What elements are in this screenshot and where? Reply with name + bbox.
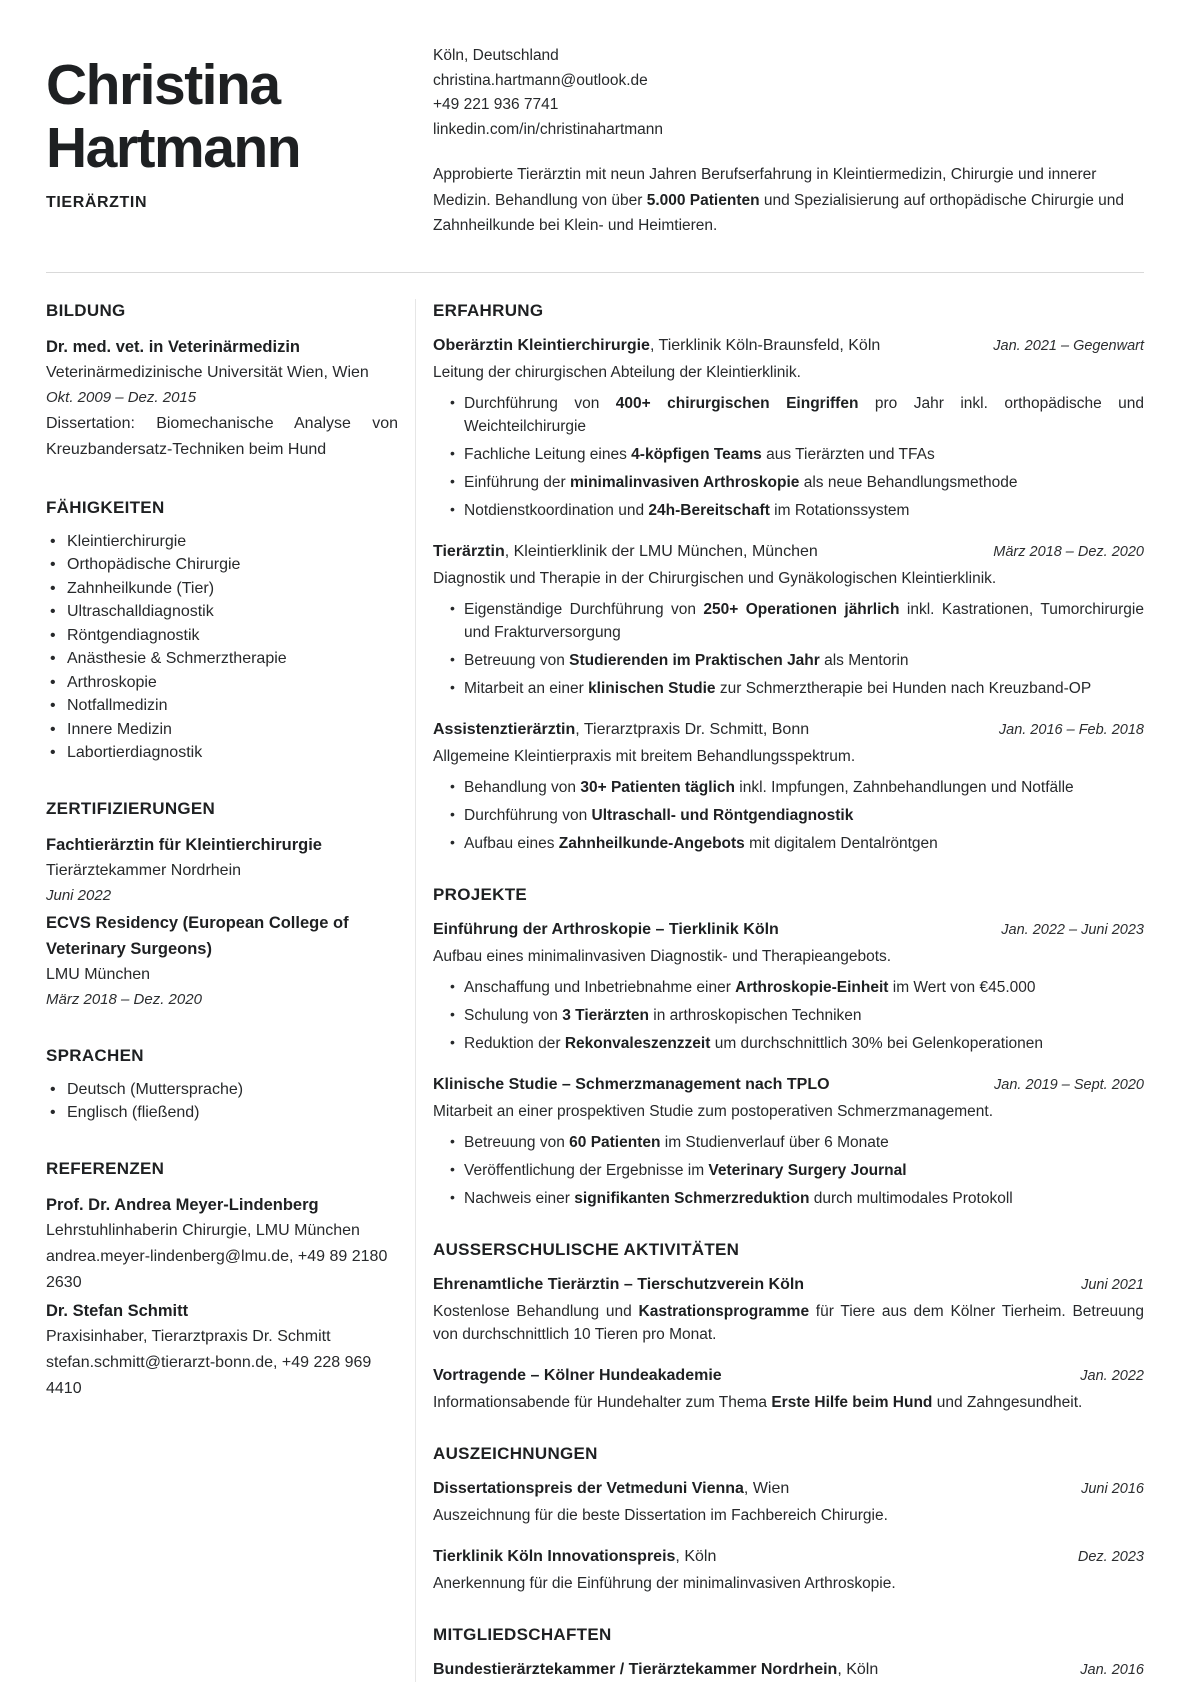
bullet-item: • Nachweis einer signifikanten Schmerzreduktion durch multimodales Protokoll	[450, 1187, 1144, 1210]
contact-email: christina.hartmann@outlook.de	[433, 71, 648, 89]
entry-date: Jan. 2022	[1080, 1367, 1144, 1384]
contact-block	[433, 44, 1144, 142]
entry-description: Informationsabende für Hundehalter zum Thema Erste Hilfe beim Hund und Zahngesundheit.	[433, 1393, 1083, 1411]
bullet-item: • Schulung von 3 Tierärzten in arthroskopischen Techniken	[450, 1004, 1144, 1027]
bullet-item: • Durchführung von 400+ chirurgischen Eingriffen pro Jahr inkl. orthopädische und Weichteilchirurgie	[450, 392, 1144, 438]
entry-title: Fachtierärztin für Kleintierchirurgie	[46, 835, 322, 854]
content-columns	[46, 273, 1144, 1698]
entry-header	[433, 1364, 1144, 1388]
contact-phone: +49 221 936 7741	[433, 96, 559, 113]
bullet-item: • Deutsch (Muttersprache)	[50, 1079, 398, 1102]
entry-header	[433, 918, 1144, 942]
bullet-item: • Fachliche Leitung eines 4-köpfigen Teams aus Tierärzten und TFAs	[450, 443, 1144, 466]
bullet-item: • Einführung der minimalinvasiven Arthroskopie als neue Behandlungsmethode	[450, 471, 1144, 494]
entry-date: Juni 2016	[1081, 1480, 1144, 1497]
entry-header	[433, 1545, 1144, 1569]
bullet-item: • Veröffentlichung der Ergebnisse im Veterinary Surgery Journal	[450, 1159, 1144, 1182]
entry	[433, 718, 1144, 855]
entry-description: Dissertation: Biomechanische Analyse von Kreuzbandersatz-Techniken beim Hund	[46, 414, 398, 458]
section-heading: BILDUNG	[46, 300, 126, 320]
entry	[433, 1073, 1144, 1210]
sidebar-entry	[46, 1298, 398, 1402]
entry-title: Klinische Studie – Schmerzmanagement nach TPLO	[433, 1075, 830, 1093]
bullet-list	[433, 392, 1144, 522]
bullet-item: • Innere Medizin	[50, 719, 398, 742]
bullet-item: • Behandlung von 30+ Patienten täglich inkl. Impfungen, Zahnbehandlungen und Notfälle	[450, 776, 1144, 799]
bullet-list	[433, 976, 1144, 1055]
entry-date: Jan. 2019 – Sept. 2020	[994, 1076, 1144, 1093]
bullet-list	[46, 1079, 398, 1125]
bullet-item: • Mitarbeit an einer klinischen Studie zur Schmerztherapie bei Hunden nach Kreuzband-OP	[450, 677, 1144, 700]
entry	[433, 918, 1144, 1055]
section-heading: ZERTIFIZIERUNGEN	[46, 798, 216, 818]
section-mitgliedschaften	[433, 1623, 1144, 1682]
entry-title: Prof. Dr. Andrea Meyer-Lindenberg	[46, 1195, 319, 1214]
entry-description: Diagnostik und Therapie in der Chirurgischen und Gynäkologischen Kleintierklinik.	[433, 569, 997, 587]
bullet-item: • Ultraschalldiagnostik	[50, 601, 398, 624]
bullet-item: • Reduktion der Rekonvaleszenzzeit um durchschnittlich 30% bei Gelenkoperationen	[450, 1032, 1144, 1055]
entry-description: Anerkennung für die Einführung der minimalinvasiven Arthroskopie.	[433, 1574, 896, 1592]
sidebar	[46, 299, 415, 1682]
entry-description: Leitung der chirurgischen Abteilung der Kleintierklinik.	[433, 363, 801, 381]
section-heading: ERFAHRUNG	[433, 300, 544, 320]
bullet-item: • Englisch (fließend)	[50, 1102, 398, 1125]
section-referenzen	[46, 1157, 398, 1402]
entry-title: Ehrenamtliche Tierärztin – Tierschutzverein Köln	[433, 1275, 805, 1293]
entry-date: März 2018 – Dez. 2020	[993, 543, 1144, 560]
bullet-item: • Notfallmedizin	[50, 695, 398, 718]
bullet-item: • Röntgendiagnostik	[50, 625, 398, 648]
entry-title: ECVS Residency (European College of Veterinary Surgeons)	[46, 913, 349, 958]
section-auszeichnungen	[433, 1442, 1144, 1595]
entry-date: Juni 2022	[46, 886, 112, 904]
sidebar-entry	[46, 910, 398, 1012]
entry-description: Allgemeine Kleintierpraxis mit breitem Behandlungsspektrum.	[433, 747, 856, 765]
entry	[433, 1545, 1144, 1595]
entry-date: Jan. 2016	[1080, 1661, 1144, 1678]
section-ausserschulische-aktivitaten	[433, 1238, 1144, 1414]
bullet-item: • Aufbau eines Zahnheilkunde-Angebots mit digitalem Dentalröntgen	[450, 832, 1144, 855]
main-content	[415, 299, 1144, 1682]
person-role-title: TIERÄRZTIN	[46, 194, 148, 212]
header-right	[398, 0, 1144, 239]
section-heading: SPRACHEN	[46, 1045, 144, 1065]
bullet-item: • Anschaffung und Inbetriebnahme einer Arthroskopie-Einheit im Wert von €45.000	[450, 976, 1144, 999]
sidebar-entry	[46, 334, 398, 464]
section-fahigkeiten	[46, 496, 398, 765]
contact-linkedin: linkedin.com/in/christinahartmann	[433, 120, 664, 138]
entry-title: Oberärztin Kleintierchirurgie, Tierklinik Köln-Braunsfeld, Köln	[433, 336, 881, 354]
entry-date: März 2018 – Dez. 2020	[46, 990, 202, 1008]
entry-date: Jan. 2022 – Juni 2023	[1001, 921, 1144, 938]
person-name: Christina Hartmann	[46, 53, 301, 180]
section-heading: AUSZEICHNUNGEN	[433, 1443, 598, 1463]
entry	[433, 540, 1144, 700]
entry-line: Praxisinhaber, Tierarztpraxis Dr. Schmitt	[46, 1327, 331, 1345]
section-bildung	[46, 299, 398, 464]
section-heading: AUSSERSCHULISCHE AKTIVITÄTEN	[433, 1239, 740, 1259]
entry-title: Dissertationspreis der Vetmeduni Vienna, Wien	[433, 1479, 790, 1497]
entry-description: Kostenlose Behandlung und Kastrationsprogramme für Tiere aus dem Kölner Tierheim. Betreuung von durchschnittlich 10 Tieren pro Monat.	[433, 1302, 1144, 1343]
entry-header	[433, 1073, 1144, 1097]
entry-header	[433, 1273, 1144, 1297]
bullet-list	[433, 776, 1144, 855]
bullet-item: • Betreuung von 60 Patienten im Studienverlauf über 6 Monate	[450, 1131, 1144, 1154]
entry-line: LMU München	[46, 965, 151, 983]
bullet-item: • Notdienstkoordination und 24h-Bereitschaft im Rotationssystem	[450, 499, 1144, 522]
entry-line: andrea.meyer-lindenberg@lmu.de, +49 89 2180 2630	[46, 1247, 388, 1291]
section-sprachen	[46, 1044, 398, 1125]
bullet-item: • Durchführung von Ultraschall- und Röntgendiagnostik	[450, 804, 1144, 827]
entry-description: Mitarbeit an einer prospektiven Studie zum postoperativen Schmerzmanagement.	[433, 1102, 994, 1120]
bullet-item: • Anästhesie & Schmerztherapie	[50, 648, 398, 671]
section-zertifizierungen	[46, 797, 398, 1012]
contact-location: Köln, Deutschland	[433, 47, 559, 64]
bullet-list	[433, 1131, 1144, 1210]
bullet-item: • Eigenständige Durchführung von 250+ Operationen jährlich inkl. Kastrationen, Tumorchirurgie und Frakturversorgung	[450, 598, 1144, 644]
entry-title: Einführung der Arthroskopie – Tierklinik Köln	[433, 920, 779, 938]
bullet-list	[46, 531, 398, 765]
entry-title: Assistenztierärztin, Tierarztpraxis Dr. Schmitt, Bonn	[433, 720, 810, 738]
entry-date: Dez. 2023	[1077, 1548, 1144, 1565]
entry-description: Auszeichnung für die beste Dissertation im Fachbereich Chirurgie.	[433, 1506, 888, 1524]
section-heading: MITGLIEDSCHAFTEN	[433, 1624, 612, 1644]
bullet-item: • Labortierdiagnostik	[50, 742, 398, 765]
entry	[433, 1273, 1144, 1346]
entry-line: Lehrstuhlinhaberin Chirurgie, LMU München	[46, 1221, 360, 1239]
entry-title: Dr. Stefan Schmitt	[46, 1301, 189, 1320]
entry	[433, 1658, 1144, 1682]
sidebar-entry	[46, 832, 398, 908]
section-heading: FÄHIGKEITEN	[46, 497, 165, 517]
bullet-item: • Zahnheilkunde (Tier)	[50, 578, 398, 601]
bullet-item: • Betreuung von Studierenden im Praktischen Jahr als Mentorin	[450, 649, 1144, 672]
entry-header	[433, 334, 1144, 358]
bullet-item: • Orthopädische Chirurgie	[50, 554, 398, 577]
bullet-item: • Arthroskopie	[50, 672, 398, 695]
entry-title: Vortragende – Kölner Hundeakademie	[433, 1366, 722, 1384]
entry-title: Tierklinik Köln Innovationspreis, Köln	[433, 1547, 717, 1565]
entry-header	[433, 1658, 1144, 1682]
entry-header	[433, 718, 1144, 742]
section-projekte	[433, 883, 1144, 1210]
entry-line: Tierärztekammer Nordrhein	[46, 861, 242, 879]
entry	[433, 1477, 1144, 1527]
entry	[433, 1364, 1144, 1414]
entry-title: Bundestierärztekammer / Tierärztekammer Nordrhein, Köln	[433, 1660, 879, 1678]
entry-line: Veterinärmedizinische Universität Wien, Wien	[46, 363, 369, 381]
entry-description: Aufbau eines minimalinvasiven Diagnostik- und Therapieangebots.	[433, 947, 892, 965]
entry-date: Jan. 2016 – Feb. 2018	[998, 721, 1144, 738]
entry-date: Jan. 2021 – Gegenwart	[993, 337, 1144, 354]
entry-header	[433, 1477, 1144, 1501]
name-block	[46, 0, 398, 239]
entry-title: Tierärztin, Kleintierklinik der LMU München, München	[433, 542, 818, 560]
header	[46, 0, 1144, 239]
bullet-list	[433, 598, 1144, 700]
entry-date: Okt. 2009 – Dez. 2015	[46, 388, 197, 406]
section-heading: PROJEKTE	[433, 884, 528, 904]
section-erfahrung	[433, 299, 1144, 855]
sidebar-entry	[46, 1192, 398, 1296]
entry-line: stefan.schmitt@tierarzt-bonn.de, +49 228 969 4410	[46, 1353, 372, 1397]
entry	[433, 334, 1144, 522]
summary-text: Approbierte Tierärztin mit neun Jahren Berufserfahrung in Kleintiermedizin, Chirurgie und innerer Medizin. Behandlung von über 5.000 Patienten und Spezialisierung auf orthopädische Chirurgie und Zahnheilkunde bei Klein- und Heimtieren.	[433, 166, 1125, 234]
entry-header	[433, 540, 1144, 564]
entry-date: Juni 2021	[1081, 1276, 1144, 1293]
section-heading: REFERENZEN	[46, 1158, 165, 1178]
bullet-item: • Kleintierchirurgie	[50, 531, 398, 554]
entry-title: Dr. med. vet. in Veterinärmedizin	[46, 337, 301, 356]
